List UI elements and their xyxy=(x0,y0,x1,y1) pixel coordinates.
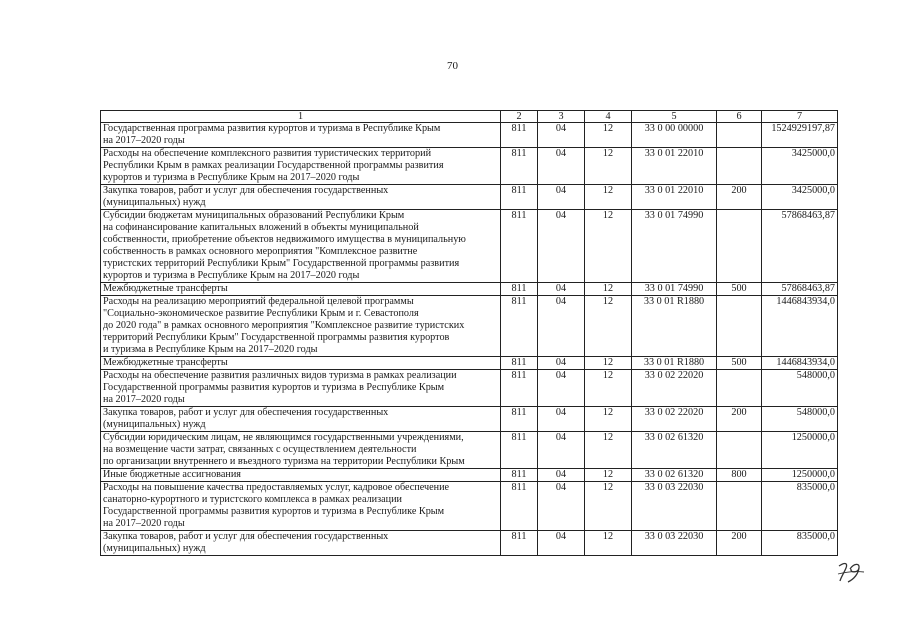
cell-c2: 811 xyxy=(501,531,538,556)
cell-c4: 12 xyxy=(585,370,632,407)
row-name-line: санаторно-курортного и туристского комплекса в рамках реализации xyxy=(103,494,403,505)
cell-c2: 811 xyxy=(501,469,538,482)
row-name-cell xyxy=(101,283,501,296)
cell-c6: 500 xyxy=(717,283,762,296)
row-name-line: Иные бюджетные ассигнования xyxy=(103,469,241,480)
row-name-line: на 2017–2020 годы xyxy=(103,135,185,146)
cell-c5: 33 0 03 22030 xyxy=(632,482,717,531)
row-name-line: курортов и туризма в Республике Крым на 2017–2020 годы xyxy=(103,270,360,281)
cell-c3: 04 xyxy=(538,432,585,469)
column-header-7: 7 xyxy=(762,111,838,123)
cell-c5: 33 0 02 61320 xyxy=(632,469,717,482)
cell-c4: 12 xyxy=(585,432,632,469)
column-header-6: 6 xyxy=(717,111,762,123)
row-name-line: Межбюджетные трансферты xyxy=(103,283,228,294)
cell-c3: 04 xyxy=(538,407,585,432)
amount-cell: 835000,0 xyxy=(762,482,838,531)
cell-c3: 04 xyxy=(538,185,585,210)
cell-c5: 33 0 01 R1880 xyxy=(632,296,717,357)
row-name-cell xyxy=(101,407,501,432)
row-name-line: на софинансирование капитальных вложений в объекты муниципальной xyxy=(103,222,419,233)
row-name-line: (муниципальных) нужд xyxy=(103,197,206,208)
table-row xyxy=(101,283,838,296)
amount-cell: 835000,0 xyxy=(762,531,838,556)
table-row xyxy=(101,482,838,531)
row-name-cell xyxy=(101,432,501,469)
cell-c6 xyxy=(717,296,762,357)
row-name-line: Республики Крым в рамках реализации Государственной программы развития xyxy=(103,160,444,171)
cell-c2: 811 xyxy=(501,296,538,357)
amount-cell: 3425000,0 xyxy=(762,148,838,185)
cell-c3: 04 xyxy=(538,531,585,556)
cell-c6: 500 xyxy=(717,357,762,370)
cell-c3: 04 xyxy=(538,370,585,407)
row-name-line: (муниципальных) нужд xyxy=(103,543,206,554)
row-name-cell xyxy=(101,469,501,482)
table-row xyxy=(101,432,838,469)
amount-cell: 548000,0 xyxy=(762,407,838,432)
row-name-line: и туризма в Республике Крым на 2017–2020 годы xyxy=(103,344,318,355)
cell-c4: 12 xyxy=(585,407,632,432)
row-name-line: курортов и туризма в Республике Крым на 2017–2020 годы xyxy=(103,172,360,183)
cell-c3: 04 xyxy=(538,357,585,370)
table-row xyxy=(101,296,838,357)
row-name-line: туристских территорий Республики Крым" Государственной программы развития xyxy=(103,258,460,269)
row-name-line: Расходы на повышение качества предоставляемых услуг, кадровое обеспечение xyxy=(103,482,450,493)
column-header-1: 1 xyxy=(101,111,501,123)
table-row xyxy=(101,469,838,482)
cell-c5: 33 0 01 74990 xyxy=(632,283,717,296)
table-row xyxy=(101,531,838,556)
cell-c5: 33 0 01 R1880 xyxy=(632,357,717,370)
row-name-line: Расходы на обеспечение развития различных видов туризма в рамках реализации xyxy=(103,370,457,381)
table-row xyxy=(101,210,838,283)
cell-c6 xyxy=(717,370,762,407)
cell-c2: 811 xyxy=(501,283,538,296)
table-row xyxy=(101,123,838,148)
header-row xyxy=(101,111,838,123)
cell-c2: 811 xyxy=(501,357,538,370)
cell-c2: 811 xyxy=(501,148,538,185)
cell-c3: 04 xyxy=(538,283,585,296)
amount-cell: 1250000,0 xyxy=(762,432,838,469)
row-name-line: Расходы на реализацию мероприятий федеральной целевой программы xyxy=(103,296,414,307)
cell-c2: 811 xyxy=(501,370,538,407)
cell-c5: 33 0 02 22020 xyxy=(632,407,717,432)
table-row xyxy=(101,370,838,407)
cell-c4: 12 xyxy=(585,482,632,531)
amount-cell: 1250000,0 xyxy=(762,469,838,482)
column-header-3: 3 xyxy=(538,111,585,123)
cell-c4: 12 xyxy=(585,469,632,482)
amount-cell: 1446843934,0 xyxy=(762,296,838,357)
cell-c5: 33 0 02 22020 xyxy=(632,370,717,407)
cell-c2: 811 xyxy=(501,123,538,148)
row-name-line: на 2017–2020 годы xyxy=(103,394,185,405)
cell-c2: 811 xyxy=(501,482,538,531)
row-name-cell xyxy=(101,531,501,556)
row-name-line: по организации внутреннего и въездного туризма на территории Республики Крым xyxy=(103,456,465,467)
amount-cell: 57868463,87 xyxy=(762,283,838,296)
page-number: 70 xyxy=(447,60,458,72)
row-name-line: до 2020 года" в рамках основного мероприятия "Комплексное развитие туристских xyxy=(103,320,465,331)
cell-c4: 12 xyxy=(585,210,632,283)
row-name-cell xyxy=(101,296,501,357)
row-name-line: Государственная программа развития курортов и туризма в Республике Крым xyxy=(103,123,441,134)
amount-cell: 1524929197,87 xyxy=(762,123,838,148)
cell-c2: 811 xyxy=(501,432,538,469)
row-name-line: Субсидии юридическим лицам, не являющимся государственными учреждениями, xyxy=(103,432,464,443)
table-header xyxy=(101,111,838,123)
row-name-cell xyxy=(101,123,501,148)
row-name-cell xyxy=(101,482,501,531)
cell-c2: 811 xyxy=(501,210,538,283)
cell-c6: 200 xyxy=(717,531,762,556)
table-row xyxy=(101,148,838,185)
cell-c4: 12 xyxy=(585,531,632,556)
cell-c5: 33 0 01 22010 xyxy=(632,148,717,185)
cell-c4: 12 xyxy=(585,185,632,210)
row-name-line: Государственной программы развития курортов и туризма в Республике Крым xyxy=(103,506,445,517)
row-name-line: Государственной программы развития курортов и туризма в Республике Крым xyxy=(103,382,445,393)
table-row xyxy=(101,185,838,210)
cell-c3: 04 xyxy=(538,469,585,482)
cell-c6 xyxy=(717,148,762,185)
cell-c2: 811 xyxy=(501,407,538,432)
cell-c5: 33 0 01 74990 xyxy=(632,210,717,283)
row-name-cell xyxy=(101,210,501,283)
cell-c6: 800 xyxy=(717,469,762,482)
row-name-line: собственности, приобретение объектов недвижимого имущества в муниципальную xyxy=(103,234,466,245)
cell-c2: 811 xyxy=(501,185,538,210)
cell-c3: 04 xyxy=(538,296,585,357)
cell-c4: 12 xyxy=(585,148,632,185)
row-name-line: Межбюджетные трансферты xyxy=(103,357,228,368)
cell-c4: 12 xyxy=(585,123,632,148)
row-name-cell xyxy=(101,185,501,210)
table-row xyxy=(101,357,838,370)
cell-c6 xyxy=(717,210,762,283)
cell-c5: 33 0 03 22030 xyxy=(632,531,717,556)
row-name-line: Закупка товаров, работ и услуг для обеспечения государственных xyxy=(103,185,389,196)
budget-table xyxy=(100,110,838,556)
column-header-5: 5 xyxy=(632,111,717,123)
row-name-line: Закупка товаров, работ и услуг для обеспечения государственных xyxy=(103,407,389,418)
amount-cell: 3425000,0 xyxy=(762,185,838,210)
row-name-line: территорий Республики Крым" Государственной программы развития курортов xyxy=(103,332,450,343)
handwritten-signature xyxy=(836,560,866,584)
cell-c5: 33 0 00 00000 xyxy=(632,123,717,148)
cell-c3: 04 xyxy=(538,210,585,283)
row-name-cell xyxy=(101,370,501,407)
column-header-2: 2 xyxy=(501,111,538,123)
row-name-cell xyxy=(101,357,501,370)
table-row xyxy=(101,407,838,432)
row-name-line: Расходы на обеспечение комплексного развития туристических территорий xyxy=(103,148,432,159)
row-name-cell xyxy=(101,148,501,185)
cell-c6 xyxy=(717,123,762,148)
cell-c3: 04 xyxy=(538,482,585,531)
row-name-line: на 2017–2020 годы xyxy=(103,518,185,529)
cell-c5: 33 0 01 22010 xyxy=(632,185,717,210)
row-name-line: "Социально-экономическое развитие Республики Крым и г. Севастополя xyxy=(103,308,419,319)
cell-c6: 200 xyxy=(717,185,762,210)
cell-c5: 33 0 02 61320 xyxy=(632,432,717,469)
amount-cell: 57868463,87 xyxy=(762,210,838,283)
table-body xyxy=(101,123,838,556)
cell-c3: 04 xyxy=(538,123,585,148)
cell-c4: 12 xyxy=(585,296,632,357)
cell-c6: 200 xyxy=(717,407,762,432)
row-name-line: Закупка товаров, работ и услуг для обеспечения государственных xyxy=(103,531,389,542)
row-name-line: (муниципальных) нужд xyxy=(103,419,206,430)
row-name-line: собственность в рамках основного мероприятия "Комплексное развитне xyxy=(103,246,418,257)
column-header-4: 4 xyxy=(585,111,632,123)
amount-cell: 1446843934,0 xyxy=(762,357,838,370)
row-name-line: на возмещение части затрат, связанных с осуществлением деятельности xyxy=(103,444,417,455)
amount-cell: 548000,0 xyxy=(762,370,838,407)
cell-c6 xyxy=(717,482,762,531)
cell-c4: 12 xyxy=(585,283,632,296)
row-name-line: Субсидии бюджетам муниципальных образований Республики Крым xyxy=(103,210,405,221)
cell-c3: 04 xyxy=(538,148,585,185)
cell-c6 xyxy=(717,432,762,469)
cell-c4: 12 xyxy=(585,357,632,370)
